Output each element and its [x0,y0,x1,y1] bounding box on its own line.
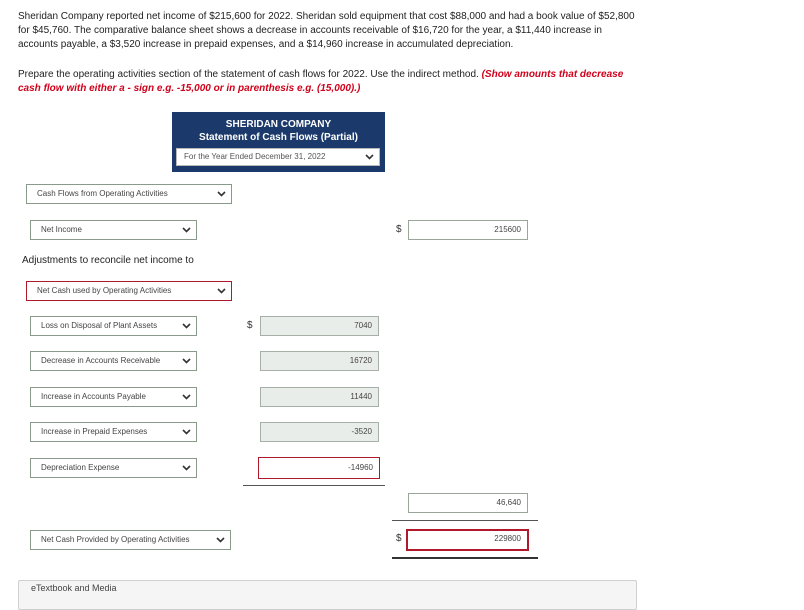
instruction: Prepare the operating activities section of the statement of cash flows for 2022. Use the indirect method. [18,69,479,80]
double-rule [392,557,538,559]
chevron-down-icon [182,221,191,239]
period-select[interactable] [176,148,380,166]
adjustment-item-select[interactable] [30,351,197,371]
net-income-select[interactable] [30,220,197,240]
chevron-down-icon [217,185,226,203]
section-select[interactable] [26,184,232,204]
etextbook-panel[interactable] [18,580,637,610]
net-income-select-value: Net Income [41,225,82,234]
chevron-down-icon [365,149,374,165]
problem-text [18,10,643,52]
period-select-value: For the Year Ended December 31, 2022 [184,152,326,161]
adjustments-dollar: $ [247,320,253,331]
adjustment-item-input[interactable]: -14960 [258,457,380,479]
net-cash-select[interactable] [30,530,231,550]
instruction-text [18,68,643,96]
net-cash-input[interactable]: 229800 [406,529,529,551]
adjustment-item-input[interactable]: 7040 [260,316,379,336]
chevron-down-icon [182,388,191,406]
problem-paragraph: Sheridan Company reported net income of $215,600 for 2022. Sheridan sold equipment that cost $88,000 and had a book value of $52,800 for $45,760. The comparative balance sheet shows a decrease in accounts receivable of $16,720 for the year, a $11,440 increase in accounts payable, a $3,520 increase in prepaid expenses, and a $14,960 increase in accumulated depreciation. [18,11,635,50]
adjustment-item-select[interactable] [30,387,197,407]
sign-hint: (Show amounts that decrease cash flow with either a - sign e.g. -15,000 or in parenthesis e.g. (15,000).) [18,69,624,94]
chevron-down-icon [217,282,226,300]
adjustments-select-value: Net Cash used by Operating Activities [37,286,172,295]
adjustment-item-input[interactable]: 11440 [260,387,379,407]
net-income-input[interactable]: 215600 [408,220,528,240]
chevron-down-icon [182,317,191,335]
adjustment-item-label: Increase in Prepaid Expenses [41,427,148,436]
adjustments-select[interactable] [26,281,232,301]
adjustment-item-label: Decrease in Accounts Receivable [41,356,161,365]
net-cash-select-value: Net Cash Provided by Operating Activities [41,535,190,544]
net-income-dollar: $ [396,224,402,235]
company-name: SHERIDAN COMPANY [225,119,332,130]
adjustment-item-input[interactable]: 16720 [260,351,379,371]
adjustment-item-select[interactable] [30,316,197,336]
chevron-down-icon [182,352,191,370]
adjustment-item-input[interactable]: -3520 [260,422,379,442]
adjustments-total-input[interactable]: 46,640 [408,493,528,513]
statement-title: Statement of Cash Flows (Partial) [199,132,358,143]
net-cash-dollar: $ [396,533,402,544]
chevron-down-icon [216,531,225,549]
adjustment-item-label: Increase in Accounts Payable [41,392,146,401]
adjustment-item-select[interactable] [30,422,197,442]
statement-header [172,112,385,172]
adjustment-item-label: Depreciation Expense [41,463,120,472]
adjustments-label: Adjustments to reconcile net income to [22,255,194,266]
chevron-down-icon [182,423,191,441]
etextbook-label: eTextbook and Media [31,583,117,593]
subtotal-rule [243,485,385,486]
total-rule [392,520,538,521]
chevron-down-icon [182,459,191,477]
section-select-value: Cash Flows from Operating Activities [37,189,168,198]
adjustment-item-label: Loss on Disposal of Plant Assets [41,321,158,330]
adjustment-item-select[interactable] [30,458,197,478]
